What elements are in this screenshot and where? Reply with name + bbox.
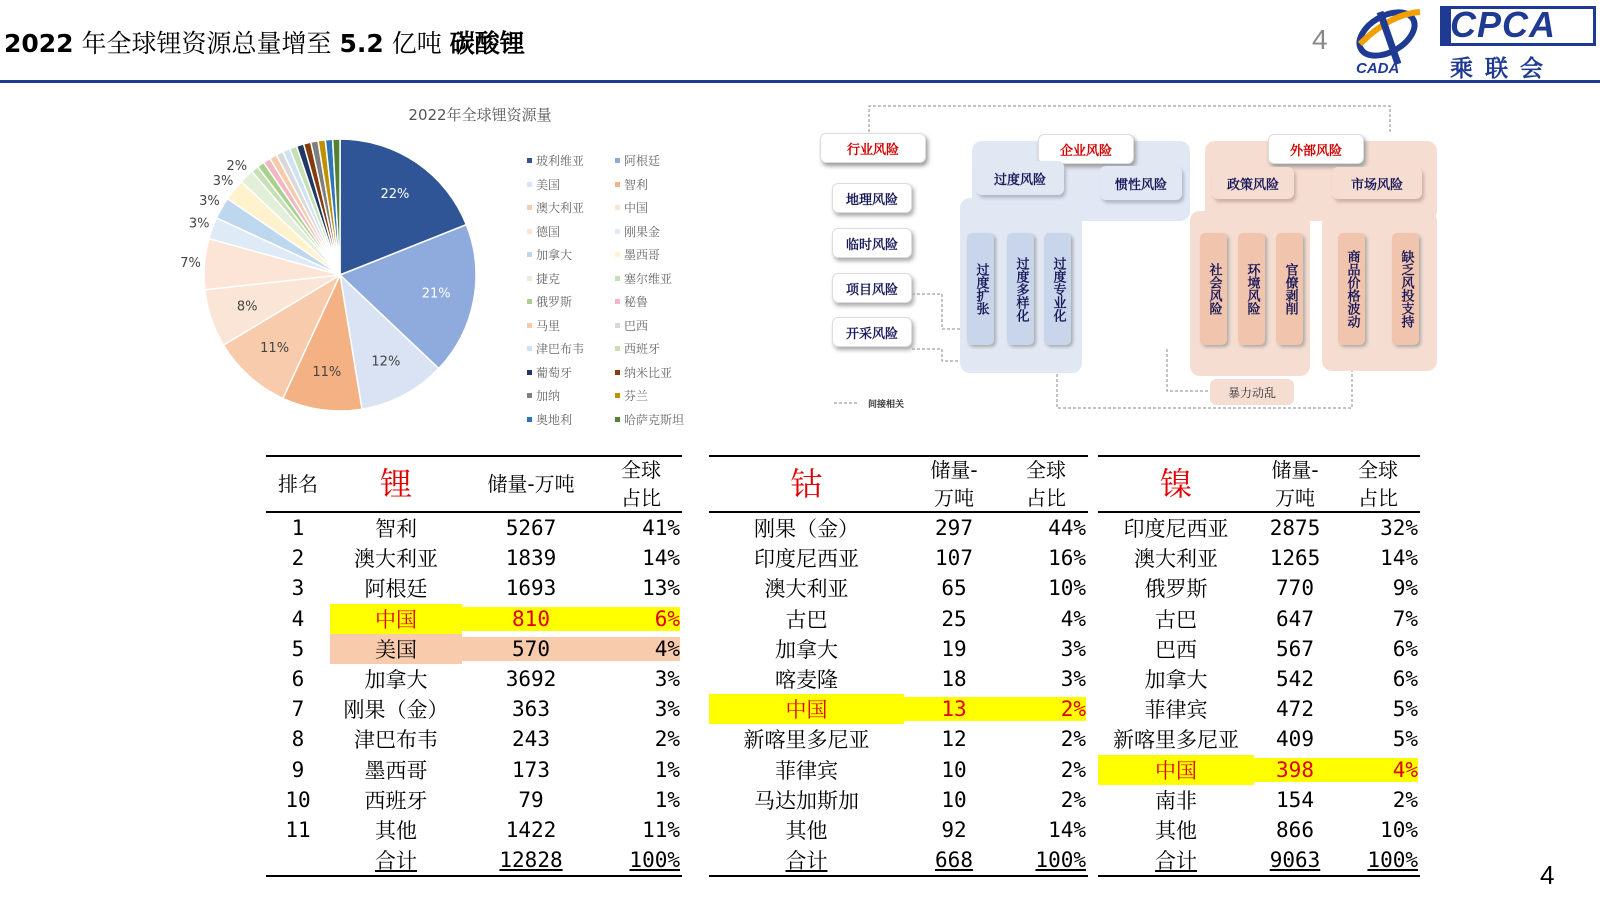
legend-item bbox=[527, 175, 615, 195]
col-share: 全球 占比 bbox=[1358, 458, 1398, 510]
table-row bbox=[1098, 573, 1420, 603]
legend-item bbox=[527, 410, 615, 430]
lithium-table bbox=[266, 455, 682, 877]
table-row bbox=[709, 694, 1088, 724]
legend-swatch bbox=[615, 299, 620, 304]
cell-name: 巴西 bbox=[1155, 637, 1197, 662]
cell-rank: 4 bbox=[291, 606, 305, 631]
cell-name: 其他 bbox=[375, 818, 417, 843]
legend-swatch bbox=[615, 346, 620, 351]
table-row bbox=[709, 815, 1088, 845]
legend-label: 哈萨克斯坦 bbox=[624, 412, 685, 427]
cell-share: 3% bbox=[654, 667, 680, 692]
pie-data-label: 3% bbox=[212, 174, 234, 190]
table-row bbox=[266, 694, 682, 724]
cell-rank: 10 bbox=[285, 787, 311, 812]
cell-reserve: 18 bbox=[941, 667, 967, 692]
cell-share: 9% bbox=[1392, 576, 1418, 601]
legend-swatch bbox=[527, 417, 532, 422]
cell-reserve: 668 bbox=[935, 848, 973, 873]
legend-label: 芬兰 bbox=[624, 389, 649, 404]
legend-label: 纳米比亚 bbox=[624, 365, 673, 380]
legend-swatch bbox=[527, 182, 532, 187]
cell-reserve: 297 bbox=[935, 516, 973, 541]
legend-item bbox=[527, 292, 615, 312]
legend-label: 德国 bbox=[536, 224, 561, 239]
table-row bbox=[266, 815, 682, 845]
cobalt-table-body bbox=[709, 513, 1088, 875]
cell-share: 10% bbox=[1380, 817, 1418, 842]
legend-swatch bbox=[615, 276, 620, 281]
temp-risk-box: 临时风险 bbox=[832, 228, 912, 258]
cell-name: 新喀里多尼亚 bbox=[743, 728, 870, 753]
cell-name: 智利 bbox=[375, 517, 417, 542]
lithium-table-body bbox=[266, 513, 682, 875]
cell-share: 3% bbox=[1060, 636, 1086, 661]
cell-share: 11% bbox=[642, 817, 680, 842]
pie-data-label: 2% bbox=[226, 159, 248, 175]
cell-share: 14% bbox=[1048, 817, 1086, 842]
cell-name: 澳大利亚 bbox=[764, 577, 849, 602]
table-row bbox=[709, 664, 1088, 694]
table-row bbox=[266, 513, 682, 543]
cell-name: 其他 bbox=[785, 818, 828, 843]
pie-data-label: 3% bbox=[199, 194, 220, 210]
geo-risk-box: 地理风险 bbox=[832, 183, 912, 213]
legend-item bbox=[615, 245, 705, 265]
cell-reserve: 1422 bbox=[505, 817, 557, 842]
legend-item bbox=[527, 151, 615, 171]
col-nickel: 镍 bbox=[1159, 465, 1192, 503]
cell-share: 4% bbox=[600, 637, 680, 661]
cell-name: 菲律宾 bbox=[1144, 698, 1208, 723]
cell-share: 44% bbox=[1048, 516, 1086, 541]
table-row bbox=[709, 573, 1088, 603]
cell-name: 津巴布韦 bbox=[354, 728, 438, 753]
cell-name: 中国 bbox=[709, 694, 904, 724]
pie-data-label: 22% bbox=[380, 186, 410, 202]
cell-share: 32% bbox=[1380, 516, 1418, 541]
legend-swatch bbox=[615, 323, 620, 328]
legend-label: 巴西 bbox=[624, 318, 649, 333]
cell-reserve: 866 bbox=[1276, 817, 1314, 842]
table-row bbox=[709, 755, 1088, 785]
total-row bbox=[266, 845, 682, 875]
legend-label: 加拿大 bbox=[536, 248, 573, 263]
cell-reserve: 19 bbox=[941, 636, 967, 661]
table-header bbox=[266, 457, 682, 513]
legend-item bbox=[615, 292, 705, 312]
page-title: 2022 年全球锂资源总量增至 5.2 亿吨 碳酸锂 bbox=[4, 29, 525, 58]
cell-reserve: 92 bbox=[941, 817, 967, 842]
pie-data-label: 3% bbox=[188, 216, 210, 232]
cell-reserve: 770 bbox=[1276, 576, 1314, 601]
legend-item bbox=[527, 222, 615, 242]
total-row bbox=[709, 845, 1088, 875]
cell-rank: 11 bbox=[285, 817, 311, 842]
cell-reserve: 243 bbox=[512, 727, 550, 752]
table-row bbox=[709, 724, 1088, 754]
cell-share: 16% bbox=[1048, 546, 1086, 571]
market-risk-box: 市场风险 bbox=[1332, 167, 1422, 199]
nickel-table-body bbox=[1098, 513, 1420, 875]
cell-share: 2% bbox=[654, 727, 680, 752]
lack-vc-support-box: 缺乏风投支持 bbox=[1392, 233, 1419, 345]
cell-share: 3% bbox=[1060, 667, 1086, 692]
cell-reserve: 9063 bbox=[1269, 848, 1321, 873]
table-row bbox=[709, 634, 1088, 664]
cell-share: 2% bbox=[1060, 787, 1086, 812]
total-row bbox=[1098, 845, 1420, 875]
footer-page-number: 4 bbox=[1540, 860, 1555, 890]
col-cobalt: 钴 bbox=[790, 465, 823, 503]
legend-item bbox=[615, 222, 705, 242]
legend-item bbox=[615, 316, 705, 336]
legend-item bbox=[615, 151, 705, 171]
cell-share: 100% bbox=[1035, 848, 1086, 873]
table-header bbox=[709, 457, 1088, 513]
cell-name: 古巴 bbox=[1155, 607, 1197, 632]
cell-name: 印度尼西亚 bbox=[1123, 517, 1229, 542]
legend-item bbox=[615, 198, 705, 218]
cell-reserve: 810 bbox=[462, 607, 600, 631]
cell-name: 刚果（金） bbox=[754, 517, 859, 542]
industry-risk-header: 行业风险 bbox=[820, 133, 926, 163]
legend-swatch bbox=[527, 252, 532, 257]
legend-item bbox=[527, 363, 615, 383]
cell-share: 100% bbox=[629, 848, 680, 873]
bureaucratic-exploitation-box: 官僚剥削 bbox=[1276, 233, 1303, 345]
col-share: 全球 占比 bbox=[1026, 458, 1066, 510]
inertia-risk-box: 惯性风险 bbox=[1100, 166, 1182, 200]
legend-label: 阿根廷 bbox=[624, 154, 661, 169]
legend-label: 俄罗斯 bbox=[536, 295, 573, 310]
cell-share: 14% bbox=[642, 546, 680, 571]
cell-rank: 1 bbox=[291, 516, 305, 541]
legend-swatch bbox=[527, 299, 532, 304]
legend-label: 中国 bbox=[624, 201, 649, 216]
table-row bbox=[1098, 755, 1420, 785]
cell-reserve: 13 bbox=[904, 697, 1004, 721]
cpca-logo-text: CPCA bbox=[1450, 4, 1557, 45]
legend-item bbox=[615, 339, 705, 359]
cell-name: 澳大利亚 bbox=[1134, 547, 1218, 572]
external-risk-header: 外部风险 bbox=[1268, 134, 1364, 164]
commodity-price-box: 商品价格波动 bbox=[1338, 233, 1365, 345]
pie-data-label: 11% bbox=[312, 365, 342, 381]
legend-item bbox=[615, 410, 705, 430]
cell-share: 14% bbox=[1380, 546, 1418, 571]
legend-swatch bbox=[527, 158, 532, 163]
col-rank: 排名 bbox=[278, 472, 318, 496]
legend-label: 津巴布韦 bbox=[536, 342, 585, 357]
cell-share: 10% bbox=[1048, 576, 1086, 601]
cell-share: 4% bbox=[1060, 606, 1086, 631]
cell-reserve: 173 bbox=[512, 757, 550, 782]
cell-reserve: 567 bbox=[1276, 636, 1314, 661]
cell-name: 合计 bbox=[785, 849, 828, 874]
legend-label: 美国 bbox=[536, 177, 561, 192]
cell-reserve: 79 bbox=[518, 787, 544, 812]
cell-share: 2% bbox=[1004, 697, 1086, 721]
cell-reserve: 65 bbox=[941, 576, 967, 601]
cell-reserve: 1265 bbox=[1269, 546, 1321, 571]
cell-name: 刚果（金） bbox=[343, 698, 449, 723]
cell-share: 7% bbox=[1392, 606, 1418, 631]
cell-reserve: 1839 bbox=[505, 546, 557, 571]
cell-name: 美国 bbox=[330, 634, 462, 664]
cell-name: 中国 bbox=[330, 604, 462, 634]
pie-data-label: 21% bbox=[421, 286, 451, 302]
legend-swatch bbox=[527, 276, 532, 281]
cell-name: 中国 bbox=[1098, 755, 1254, 785]
legend-swatch bbox=[615, 370, 620, 375]
legend-item bbox=[527, 316, 615, 336]
cell-share: 2% bbox=[1392, 787, 1418, 812]
cell-reserve: 10 bbox=[941, 757, 967, 782]
cell-share: 13% bbox=[642, 576, 680, 601]
cell-share: 1% bbox=[654, 757, 680, 782]
cell-share: 41% bbox=[642, 516, 680, 541]
cobalt-table bbox=[709, 455, 1088, 877]
legend-item bbox=[615, 269, 705, 289]
legend-swatch bbox=[615, 229, 620, 234]
social-risk-box: 社会风险 bbox=[1200, 233, 1227, 345]
cell-reserve: 107 bbox=[935, 546, 973, 571]
table-row bbox=[1098, 724, 1420, 754]
cell-rank: 9 bbox=[291, 757, 305, 782]
table-header bbox=[1098, 457, 1420, 513]
cell-name: 阿根廷 bbox=[364, 577, 428, 602]
cell-rank: 7 bbox=[291, 697, 305, 722]
cell-share: 6% bbox=[600, 607, 680, 631]
cell-reserve: 363 bbox=[512, 697, 550, 722]
project-risk-box: 项目风险 bbox=[832, 273, 912, 303]
cell-share: 5% bbox=[1392, 697, 1418, 722]
cell-reserve: 647 bbox=[1276, 606, 1314, 631]
table-row bbox=[1098, 604, 1420, 634]
cell-reserve: 25 bbox=[941, 606, 967, 631]
legend-item bbox=[527, 339, 615, 359]
legend-swatch bbox=[615, 252, 620, 257]
cell-share: 6% bbox=[1392, 636, 1418, 661]
legend-label: 澳大利亚 bbox=[536, 201, 585, 216]
cell-name: 墨西哥 bbox=[364, 758, 428, 783]
table-row bbox=[1098, 513, 1420, 543]
cell-reserve: 542 bbox=[1276, 667, 1314, 692]
legend-label: 秘鲁 bbox=[624, 295, 649, 310]
pie-data-label: 12% bbox=[371, 354, 401, 370]
legend-label: 智利 bbox=[624, 177, 649, 192]
cell-share: 1% bbox=[654, 787, 680, 812]
legend-item bbox=[527, 386, 615, 406]
col-reserve: 储量-万吨 bbox=[487, 472, 575, 496]
cell-name: 澳大利亚 bbox=[354, 547, 438, 572]
table-row bbox=[709, 513, 1088, 543]
legend-label: 奥地利 bbox=[536, 412, 573, 427]
chart-title: 2022年全球锂资源量 bbox=[408, 106, 552, 124]
cell-name: 合计 bbox=[375, 849, 417, 874]
cell-rank: 6 bbox=[291, 667, 305, 692]
cell-reserve: 2875 bbox=[1269, 516, 1321, 541]
cell-name: 马达加斯加 bbox=[754, 788, 859, 813]
violence-unrest-box: 暴力动乱 bbox=[1210, 379, 1294, 405]
table-row bbox=[709, 785, 1088, 815]
legend-label: 捷克 bbox=[536, 271, 561, 286]
cell-reserve: 398 bbox=[1254, 758, 1336, 782]
cell-name: 喀麦隆 bbox=[775, 668, 838, 693]
cell-name: 加拿大 bbox=[364, 668, 428, 693]
environment-risk-box: 环境风险 bbox=[1238, 233, 1265, 345]
cell-name: 新喀里多尼亚 bbox=[1113, 728, 1239, 753]
legend-label: 加纳 bbox=[536, 389, 561, 404]
cell-name: 合计 bbox=[1155, 849, 1197, 874]
legend-label: 西班牙 bbox=[624, 342, 661, 357]
legend-item bbox=[615, 363, 705, 383]
cell-share: 6% bbox=[1392, 667, 1418, 692]
pie-data-label: 11% bbox=[260, 340, 290, 356]
nickel-table bbox=[1098, 455, 1420, 877]
cell-reserve: 409 bbox=[1276, 727, 1314, 752]
cell-reserve: 570 bbox=[462, 637, 600, 661]
table-row bbox=[1098, 785, 1420, 815]
table-row bbox=[709, 543, 1088, 573]
legend-label: 塞尔维亚 bbox=[624, 271, 673, 286]
cell-reserve: 3692 bbox=[505, 667, 557, 692]
table-row bbox=[266, 785, 682, 815]
cell-reserve: 5267 bbox=[505, 516, 557, 541]
cell-share: 4% bbox=[1336, 758, 1418, 782]
cell-reserve: 1693 bbox=[505, 576, 557, 601]
over-specialization-box: 过度专业化 bbox=[1044, 233, 1071, 345]
cell-reserve: 10 bbox=[941, 787, 967, 812]
cell-share: 3% bbox=[654, 697, 680, 722]
pie-svg bbox=[180, 96, 520, 441]
legend-swatch bbox=[615, 417, 620, 422]
table-row bbox=[1098, 815, 1420, 845]
cell-name: 加拿大 bbox=[775, 637, 838, 662]
cpca-logo-subtitle: 乘联会 bbox=[1450, 56, 1555, 82]
enterprise-risk-header: 企业风险 bbox=[1038, 134, 1134, 164]
legend-swatch bbox=[615, 182, 620, 187]
cell-rank: 8 bbox=[291, 727, 305, 752]
table-row bbox=[266, 634, 682, 664]
table-row bbox=[266, 543, 682, 573]
policy-risk-box: 政策风险 bbox=[1212, 167, 1294, 199]
table-row bbox=[266, 724, 682, 754]
table-row bbox=[266, 604, 682, 634]
cell-name: 南非 bbox=[1155, 788, 1197, 813]
over-diversification-box: 过度多样化 bbox=[1007, 233, 1034, 345]
legend-label: 墨西哥 bbox=[624, 248, 661, 263]
cell-reserve: 472 bbox=[1276, 697, 1314, 722]
legend-swatch bbox=[527, 393, 532, 398]
col-reserve: 储量- 万吨 bbox=[1271, 458, 1319, 510]
cell-name: 其他 bbox=[1155, 818, 1197, 843]
cell-share: 5% bbox=[1392, 727, 1418, 752]
legend-swatch bbox=[527, 346, 532, 351]
cell-name: 印度尼西亚 bbox=[754, 547, 859, 572]
cada-logo-text: CADA bbox=[1356, 60, 1400, 77]
cell-name: 俄罗斯 bbox=[1144, 577, 1208, 602]
cell-reserve: 12 bbox=[941, 727, 967, 752]
legend-item bbox=[615, 386, 705, 406]
cell-reserve: 154 bbox=[1276, 787, 1314, 812]
cell-name: 加拿大 bbox=[1144, 668, 1208, 693]
legend-label: 葡萄牙 bbox=[536, 365, 573, 380]
cell-share: 2% bbox=[1060, 727, 1086, 752]
col-lithium: 锂 bbox=[379, 465, 412, 503]
cell-name: 古巴 bbox=[785, 607, 828, 632]
table-row bbox=[1098, 694, 1420, 724]
legend-item bbox=[527, 245, 615, 265]
legend-item bbox=[527, 198, 615, 218]
over-risk-box: 过度风险 bbox=[976, 161, 1064, 195]
over-expansion-box: 过度扩张 bbox=[967, 233, 994, 345]
mining-risk-box: 开采风险 bbox=[832, 317, 912, 347]
table-row bbox=[266, 573, 682, 603]
legend-label: 马里 bbox=[536, 318, 561, 333]
legend-swatch bbox=[527, 323, 532, 328]
cell-share: 100% bbox=[1367, 848, 1418, 873]
cell-rank: 3 bbox=[291, 576, 305, 601]
legend-swatch bbox=[527, 205, 532, 210]
legend-swatch bbox=[615, 158, 620, 163]
col-share: 全球 占比 bbox=[621, 458, 661, 510]
cell-rank: 5 bbox=[291, 636, 305, 661]
cell-share: 2% bbox=[1060, 757, 1086, 782]
pie-data-label: 7% bbox=[180, 255, 201, 271]
table-row bbox=[709, 604, 1088, 634]
diagram-legend-label: 间接相关 bbox=[868, 400, 905, 410]
legend-label: 玻利维亚 bbox=[536, 154, 585, 169]
cell-name: 西班牙 bbox=[364, 788, 428, 813]
legend-swatch bbox=[615, 205, 620, 210]
table-row bbox=[266, 664, 682, 694]
legend-item bbox=[615, 175, 705, 195]
table-row bbox=[1098, 543, 1420, 573]
legend-swatch bbox=[527, 370, 532, 375]
cell-rank: 2 bbox=[291, 546, 305, 571]
risk-diagram bbox=[812, 101, 1460, 424]
col-reserve: 储量- 万吨 bbox=[930, 458, 978, 510]
pie-data-label: 8% bbox=[236, 299, 258, 315]
table-row bbox=[1098, 634, 1420, 664]
title-divider bbox=[0, 80, 1600, 83]
cell-name: 菲律宾 bbox=[775, 758, 838, 783]
table-row bbox=[266, 755, 682, 785]
lithium-pie-chart bbox=[180, 96, 700, 441]
table-row bbox=[1098, 664, 1420, 694]
legend-item bbox=[527, 269, 615, 289]
legend-swatch bbox=[615, 393, 620, 398]
legend-swatch bbox=[527, 229, 532, 234]
chart-legend bbox=[527, 151, 707, 429]
cell-reserve: 12828 bbox=[499, 848, 563, 873]
header-page-number: 4 bbox=[1312, 24, 1328, 55]
legend-label: 刚果金 bbox=[624, 224, 661, 239]
